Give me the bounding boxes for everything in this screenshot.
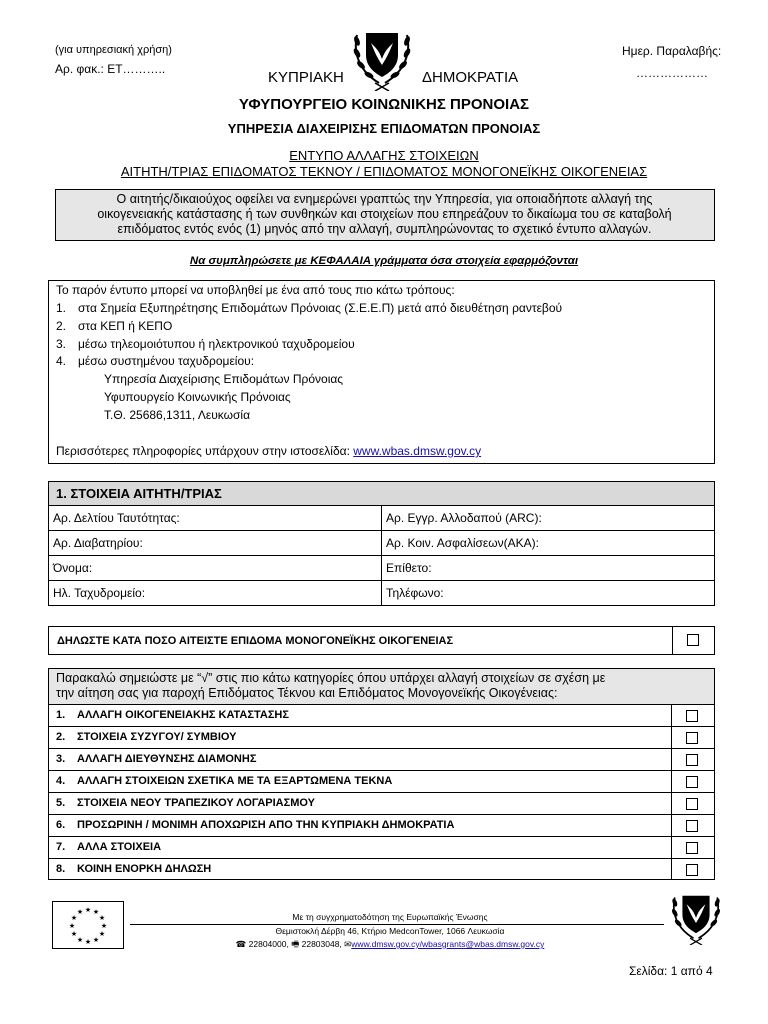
- table-row: [49, 506, 715, 531]
- change-item-1: [48, 704, 714, 726]
- svg-text:★: ★: [98, 930, 106, 938]
- changes-header: [49, 669, 714, 705]
- eu-flag-icon: [52, 901, 124, 949]
- change-item-5: [48, 792, 714, 814]
- change-item-label: ΑΛΛΑΓΗ ΟΙΚΟΓΕΝΕΙΑΚΗΣ ΚΑΤΑΣΤΑΣΗΣ: [77, 709, 289, 721]
- method-2-num: 2.: [56, 319, 67, 333]
- change-item-checkbox[interactable]: [686, 842, 698, 854]
- changes-header-line-2: την αίτηση σας για παροχή Επιδόματος Τέκνου και Επιδόματος Μονογονεϊκής Οικογένειας:: [56, 686, 558, 700]
- mail-icon: ✉: [344, 939, 352, 949]
- table-row: [49, 531, 715, 556]
- method-1-num: 1.: [56, 301, 67, 315]
- change-item-checkbox[interactable]: [686, 754, 698, 766]
- change-item-label: ΑΛΛΑΓΗ ΣΤΟΙΧΕΙΩΝ ΣΧΕΤΙΚΑ ΜΕ ΤΑ ΕΞΑΡΤΩΜΕΝΑ ΤΕΚΝΑ: [77, 775, 393, 787]
- footer-phone: 22804000,: [248, 939, 289, 949]
- svg-text:★: ★: [68, 922, 76, 930]
- applicant-details-table: [48, 505, 715, 606]
- change-item-checkbox[interactable]: [686, 732, 698, 744]
- republic-right: ΔΗΜΟΚΡΑΤΙΑ: [422, 69, 519, 86]
- change-item-4: [48, 770, 714, 792]
- change-item-label: ΚΟΙΝΗ ΕΝΟΡΚΗ ΔΗΛΩΣΗ: [77, 863, 212, 875]
- footer-email-link[interactable]: grants@wbas.dmsw.gov.cy: [441, 939, 545, 949]
- svg-text:★: ★: [84, 938, 92, 946]
- form-title: ΕΝΤΥΠΟ ΑΛΛΑΓΗΣ ΣΤΟΙΧΕΙΩΝ: [289, 148, 479, 163]
- address-line-1: Υπηρεσία Διαχείρισης Επιδομάτων Πρόνοιας: [104, 372, 344, 386]
- caps-instruction: Να συμπληρώσετε με ΚΕΦΑΛΑΙΑ γράμματα όσα στοιχεία εφαρμόζονται: [189, 255, 579, 267]
- email-field[interactable]: Ηλ. Ταχυδρομείο:: [49, 581, 382, 606]
- table-row: [49, 581, 715, 606]
- change-item-number: 5.: [56, 797, 66, 809]
- footer-contacts: [130, 939, 650, 953]
- footer-address: Θεμιστοκλή Δέρβη 46, Κτήριο MedconTower, 1066 Λευκωσία: [275, 926, 505, 936]
- id-card-field[interactable]: Αρ. Δελτίου Ταυτότητας:: [49, 506, 382, 531]
- method-1-text: στα Σημεία Εξυπηρέτησης Επιδομάτων Πρόνοιας (Σ.Ε.Ε.Π) μετά από διευθέτηση ραντεβού: [78, 301, 563, 315]
- republic-left: ΚΥΠΡΙΑΚΗ: [268, 69, 344, 86]
- footer-web-link[interactable]: www.dmsw.gov.cy/wbas: [351, 939, 442, 949]
- table-row: [49, 556, 715, 581]
- submission-box: [48, 280, 715, 464]
- change-item-label: ΣΤΟΙΧΕΙΑ ΣΥΖΥΓΟΥ/ ΣΥΜΒΙΟΥ: [77, 731, 237, 743]
- receipt-date-value[interactable]: ………………: [636, 66, 708, 80]
- first-name-field[interactable]: Όνομα:: [49, 556, 382, 581]
- change-item-label: ΣΤΟΙΧΕΙΑ ΝΕΟΥ ΤΡΑΠΕΖΙΚΟΥ ΛΟΓΑΡΙΑΣΜΟΥ: [77, 797, 315, 809]
- section1-title: 1. ΣΤΟΙΧΕΙΑ ΑΙΤΗΤΗ/ΤΡΙΑΣ: [56, 486, 222, 501]
- footer-divider: [130, 924, 664, 925]
- change-item-checkbox[interactable]: [686, 864, 698, 876]
- svg-text:★: ★: [100, 922, 108, 930]
- change-item-checkbox[interactable]: [686, 798, 698, 810]
- change-item-label: ΑΛΛΑΓΗ ΔΙΕΥΘΥΝΣΗΣ ΔΙΑΜΟΝΗΣ: [77, 753, 257, 765]
- svg-text:★: ★: [76, 908, 84, 916]
- address-line-2: Υφυπουργείο Κοινωνικής Πρόνοιας: [104, 390, 291, 404]
- arc-field[interactable]: Αρ. Εγγρ. Αλλοδαπού (ARC):: [382, 506, 715, 531]
- page-number: Σελίδα: 1 από 4: [629, 964, 713, 978]
- change-item-number: 6.: [56, 819, 66, 831]
- social-insurance-field[interactable]: Αρ. Κοιν. Ασφαλίσεων(ΑΚΑ):: [382, 531, 715, 556]
- file-number: Αρ. φακ.: ΕΤ………..: [55, 62, 166, 76]
- footer-fax: 22803048,: [301, 939, 342, 949]
- svg-text:★: ★: [76, 936, 84, 944]
- method-3-text: μέσω τηλεομοιότυπου ή ηλεκτρονικού ταχυδρομείου: [78, 337, 355, 351]
- svg-text:★: ★: [92, 908, 100, 916]
- method-4-num: 4.: [56, 354, 67, 368]
- fax-icon: 🖷: [291, 939, 300, 949]
- declare-row: [48, 626, 715, 655]
- method-3-num: 3.: [56, 337, 67, 351]
- change-item-checkbox[interactable]: [686, 710, 698, 722]
- changes-header-line-1: Παρακαλώ σημειώστε με “√” στις πιο κάτω κατηγορίες όπου υπάρχει αλλαγή στοιχείων σε σχέση με: [56, 671, 606, 685]
- notice-line-1: Ο αιτητής/δικαιούχος οφείλει να ενημερώνει γραπτώς την Υπηρεσία, για οποιαδήποτε αλλαγή της: [116, 192, 653, 206]
- service-title: ΥΠΗΡΕΣΙΑ ΔΙΑΧΕΙΡΙΣΗΣ ΕΠΙΔΟΜΑΤΩΝ ΠΡΟΝΟΙΑΣ: [227, 121, 541, 136]
- phone-field[interactable]: Τηλέφωνο:: [382, 581, 715, 606]
- website-link[interactable]: www.wbas.dmsw.gov.cy: [353, 444, 482, 458]
- change-item-6: [48, 814, 714, 836]
- form-subtitle: ΑΙΤΗΤΗ/ΤΡΙΑΣ ΕΠΙΔΟΜΑΤΟΣ ΤΕΚΝΟΥ / ΕΠΙΔΟΜΑΤΟΣ ΜΟΝΟΓΟΝΕΪΚΗΣ ΟΙΚΟΓΕΝΕΙΑΣ: [120, 164, 648, 179]
- change-item-number: 7.: [56, 841, 66, 853]
- more-info: [56, 444, 481, 458]
- change-item-number: 4.: [56, 775, 66, 787]
- notice-line-3: επιδόματος εντός ενός (1) μηνός από την αλλαγή, συμπληρώνοντας το σχετικό έντυπο αλλαγών.: [117, 222, 652, 236]
- notice-line-2: οικογενειακής κατάστασης ή των συνθηκών και στοιχείων που επηρεάζουν το δικαίωμα του σε καταβολή: [97, 207, 672, 221]
- change-item-3: [48, 748, 714, 770]
- section1-header: [48, 481, 715, 506]
- declare-checkbox[interactable]: [687, 634, 699, 646]
- notice-box: [55, 189, 715, 241]
- footer-cofunded: Με τη συγχρηματοδότηση της Ευρωπαϊκής Ένωσης: [292, 912, 488, 922]
- change-item-number: 3.: [56, 753, 66, 765]
- change-item-label: ΑΛΛΑ ΣΤΟΙΧΕΙΑ: [77, 841, 162, 853]
- method-4-text: μέσω συστημένου ταχυδρομείου:: [78, 354, 255, 368]
- phone-icon: ☎: [235, 939, 247, 949]
- svg-text:★: ★: [70, 914, 78, 922]
- address-line-3: Τ.Θ. 25686,1311, Λευκωσία: [104, 408, 251, 422]
- surname-field[interactable]: Επίθετο:: [382, 556, 715, 581]
- change-item-2: [48, 726, 714, 748]
- change-item-7: [48, 836, 714, 858]
- method-2-text: στα ΚΕΠ ή ΚΕΠΟ: [78, 319, 173, 333]
- svg-text:★: ★: [84, 906, 92, 914]
- change-item-checkbox[interactable]: [686, 820, 698, 832]
- svg-text:★: ★: [98, 914, 106, 922]
- ministry-title: ΥΦΥΠΟΥΡΓΕΙΟ ΚΟΙΝΩΝΙΚΗΣ ΠΡΟΝΟΙΑΣ: [238, 96, 530, 113]
- change-item-number: 1.: [56, 709, 66, 721]
- submission-intro: Το παρόν έντυπο μπορεί να υποβληθεί με ένα από τους πιο κάτω τρόπους:: [56, 283, 455, 297]
- receipt-date-label: Ημερ. Παραλαβής:: [622, 44, 722, 58]
- change-item-checkbox[interactable]: [686, 776, 698, 788]
- change-item-number: 8.: [56, 863, 66, 875]
- more-info-text: Περισσότερες πληροφορίες υπάρχουν στην ιστοσελίδα:: [56, 444, 350, 458]
- passport-field[interactable]: Αρ. Διαβατηρίου:: [49, 531, 382, 556]
- cyprus-emblem-icon: [349, 25, 415, 91]
- change-item-number: 2.: [56, 731, 66, 743]
- change-item-label: ΠΡΟΣΩΡΙΝΗ / ΜΟΝΙΜΗ ΑΠΟΧΩΡΙΣΗ ΑΠΟ ΤΗΝ ΚΥΠΡΙΑΚΗ ΔΗΜΟΚΡΑΤΙΑ: [77, 819, 455, 831]
- declare-label: ΔΗΛΩΣΤΕ ΚΑΤΑ ΠΟΣΟ ΑΙΤΕΙΣΤΕ ΕΠΙΔΟΜΑ ΜΟΝΟΓΟΝΕΪΚΗΣ ΟΙΚΟΓΕΝΕΙΑΣ: [57, 635, 454, 647]
- change-item-8: [48, 858, 714, 880]
- official-use-note: (για υπηρεσιακή χρήση): [55, 44, 172, 56]
- footer-cyprus-emblem-icon: [668, 889, 724, 945]
- svg-text:★: ★: [70, 930, 78, 938]
- svg-text:★: ★: [92, 936, 100, 944]
